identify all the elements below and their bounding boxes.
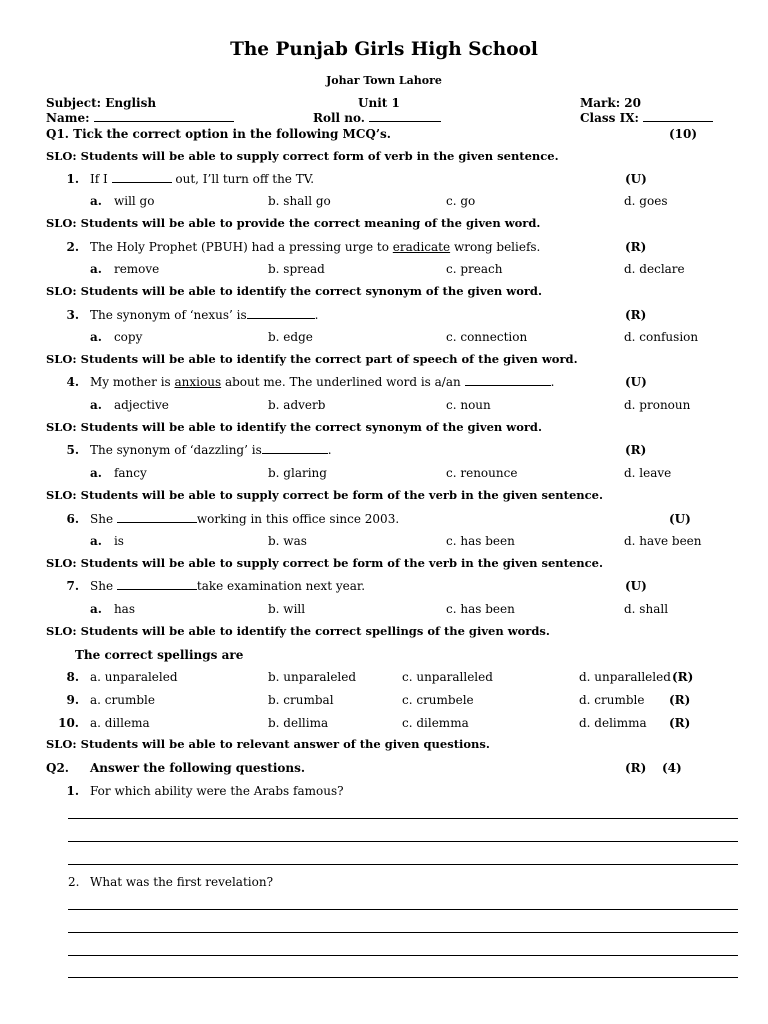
option-b[interactable]: b. crumbal: [268, 693, 334, 707]
slo-9: SLO: Students will be able to relevant answer of the given questions.: [46, 737, 490, 751]
slo-7: SLO: Students will be able to supply correct be form of the verb in the given sentence.: [46, 556, 603, 570]
roll-blank[interactable]: [369, 120, 441, 122]
q2-tag: (R): [625, 761, 647, 775]
answer-line[interactable]: [68, 841, 738, 842]
option-d[interactable]: d. declare: [624, 262, 685, 276]
question-number: 3.: [66, 308, 79, 322]
question-text: The synonym of ‘dazzling’ is .: [90, 443, 332, 457]
class-blank[interactable]: [643, 120, 713, 122]
slo-8: SLO: Students will be able to identify the correct spellings of the given words.: [46, 624, 550, 638]
question-text: The Holy Prophet (PBUH) had a pressing urge to eradicate wrong beliefs.: [90, 240, 541, 254]
option-a[interactable]: a. fancy: [90, 466, 147, 480]
option-b[interactable]: b. unparaleled: [268, 670, 357, 684]
question-tag: (R): [672, 670, 694, 684]
option-b[interactable]: b. spread: [268, 262, 325, 276]
option-b[interactable]: b. adverb: [268, 398, 326, 412]
short-question-1: For which ability were the Arabs famous?: [90, 784, 344, 798]
question-text: She working in this office since 2003.: [90, 512, 400, 526]
question-number: 7.: [66, 579, 79, 593]
slo-3: SLO: Students will be able to identify the correct synonym of the given word.: [46, 284, 542, 298]
answer-line[interactable]: [68, 818, 738, 819]
answer-blank[interactable]: [262, 452, 328, 454]
option-a[interactable]: a. is: [90, 534, 124, 548]
answer-blank[interactable]: [117, 521, 197, 523]
option-c[interactable]: c. renounce: [446, 466, 518, 480]
option-c[interactable]: c. noun: [446, 398, 491, 412]
spellings-heading: The correct spellings are: [75, 648, 244, 662]
answer-line[interactable]: [68, 864, 738, 865]
q1-title: Q1. Tick the correct option in the following MCQ’s.: [46, 127, 391, 141]
option-b[interactable]: b. glaring: [268, 466, 327, 480]
q2-marks: (4): [662, 761, 682, 775]
option-d[interactable]: d. unparalleled: [579, 670, 671, 684]
question-number: 8.: [66, 670, 79, 684]
question-tag: (R): [625, 240, 647, 254]
option-a[interactable]: a. will go: [90, 194, 155, 208]
question-tag: (R): [669, 693, 691, 707]
q2-label: Q2.: [46, 761, 69, 775]
q1-marks: (10): [669, 127, 698, 141]
question-number: 1.: [66, 172, 79, 186]
option-a[interactable]: a. remove: [90, 262, 160, 276]
answer-blank[interactable]: [112, 181, 172, 183]
name-blank[interactable]: [94, 120, 234, 122]
question-number: 10.: [58, 716, 79, 730]
option-d[interactable]: d. leave: [624, 466, 672, 480]
answer-blank[interactable]: [247, 317, 315, 319]
question-text: My mother is anxious about me. The underlined word is a/an .: [90, 375, 555, 389]
school-location: Johar Town Lahore: [326, 74, 442, 87]
option-b[interactable]: b. shall go: [268, 194, 331, 208]
option-a[interactable]: a. unparaleled: [90, 670, 178, 684]
option-d[interactable]: d. crumble: [579, 693, 645, 707]
question-tag: (R): [625, 308, 647, 322]
question-tag: (U): [625, 579, 647, 593]
option-d[interactable]: d. have been: [624, 534, 702, 548]
slo-6: SLO: Students will be able to supply correct be form of the verb in the given sentence.: [46, 488, 603, 502]
option-c[interactable]: c. has been: [446, 602, 515, 616]
question-number: 9.: [66, 693, 79, 707]
option-b[interactable]: b. was: [268, 534, 307, 548]
class-label: Class IX:: [580, 112, 713, 124]
roll-label: Roll no.: [313, 112, 441, 124]
option-d[interactable]: d. goes: [624, 194, 668, 208]
slo-2: SLO: Students will be able to provide the correct meaning of the given word.: [46, 216, 541, 230]
option-c[interactable]: c. unparalleled: [402, 670, 493, 684]
option-b[interactable]: b. dellima: [268, 716, 329, 730]
q2-title: Answer the following questions.: [90, 761, 306, 775]
answer-blank[interactable]: [465, 384, 551, 386]
mark-label: Mark: 20: [580, 96, 642, 110]
option-a[interactable]: a. adjective: [90, 398, 169, 412]
subject-label: Subject: English: [46, 96, 157, 110]
option-a[interactable]: a. crumble: [90, 693, 155, 707]
question-number: 1.: [66, 784, 79, 798]
question-number: 4.: [66, 375, 79, 389]
name-label: Name:: [46, 112, 234, 124]
option-c[interactable]: c. go: [446, 194, 476, 208]
school-title: The Punjab Girls High School: [230, 39, 538, 60]
question-tag: (U): [669, 512, 691, 526]
question-text: If I out, I’ll turn off the TV.: [90, 172, 315, 186]
option-c[interactable]: c. preach: [446, 262, 503, 276]
option-b[interactable]: b. edge: [268, 330, 313, 344]
question-text: She take examination next year.: [90, 579, 366, 593]
answer-blank[interactable]: [117, 588, 197, 590]
option-d[interactable]: d. shall: [624, 602, 669, 616]
question-tag: (R): [625, 443, 647, 457]
option-c[interactable]: c. dilemma: [402, 716, 469, 730]
option-a[interactable]: a. dillema: [90, 716, 150, 730]
option-d[interactable]: d. delimma: [579, 716, 647, 730]
answer-line[interactable]: [68, 955, 738, 956]
question-text: The synonym of ‘nexus’ is .: [90, 308, 319, 322]
option-c[interactable]: c. has been: [446, 534, 515, 548]
option-c[interactable]: c. crumbele: [402, 693, 474, 707]
answer-line[interactable]: [68, 909, 738, 910]
slo-4: SLO: Students will be able to identify the correct part of speech of the given word.: [46, 352, 578, 366]
question-number: 6.: [66, 512, 79, 526]
slo-5: SLO: Students will be able to identify the correct synonym of the given word.: [46, 420, 542, 434]
slo-1: SLO: Students will be able to supply correct form of verb in the given sentence.: [46, 149, 559, 163]
option-a[interactable]: a. has: [90, 602, 135, 616]
option-c[interactable]: c. connection: [446, 330, 528, 344]
answer-line[interactable]: [68, 932, 738, 933]
question-number: 5.: [66, 443, 79, 457]
option-b[interactable]: b. will: [268, 602, 306, 616]
option-a[interactable]: a. copy: [90, 330, 143, 344]
short-question-2: What was the first revelation?: [90, 875, 274, 889]
option-d[interactable]: d. pronoun: [624, 398, 691, 412]
unit-label: Unit 1: [358, 96, 400, 110]
question-tag: (U): [625, 172, 647, 186]
question-tag: (U): [625, 375, 647, 389]
answer-line[interactable]: [68, 977, 738, 978]
short-question-2-number: 2.: [68, 875, 80, 889]
question-tag: (R): [669, 716, 691, 730]
question-number: 2.: [66, 240, 79, 254]
option-d[interactable]: d. confusion: [624, 330, 699, 344]
